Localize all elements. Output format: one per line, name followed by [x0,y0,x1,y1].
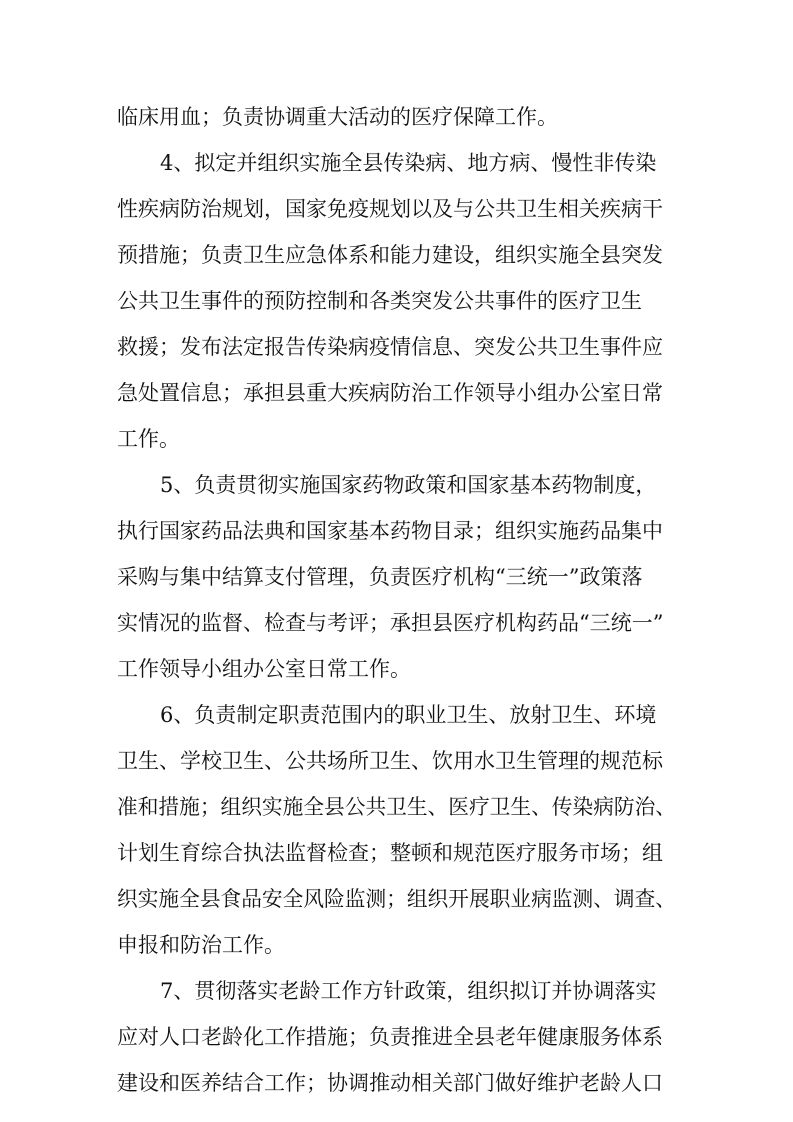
line-text: 采购与集中结算支付管理，负责医疗机构“三统一”政策落 [117,565,643,589]
line-text: 建设和医养结合工作；协调推动相关部门做好维护老龄人口 [117,1071,663,1095]
text-line [0,465,793,505]
line-text: 性疾病防治规划，国家免疫规划以及与公共卫生相关疾病干 [117,197,663,221]
line-text: 实情况的监督、检查与考评；承担县医疗机构药品“三统一” [117,611,664,635]
text-line [0,741,793,781]
text-line [0,603,793,643]
line-text: 申报和防治工作。 [117,933,285,957]
text-line [0,281,793,321]
line-text: 临床用血；负责协调重大活动的医疗保障工作。 [117,105,558,129]
line-text: 救援；发布法定报告传染病疫情信息、突发公共卫生事件应 [117,335,663,359]
text-line [0,143,793,183]
line-text: 应对人口老龄化工作措施；负责推进全县老年健康服务体系 [117,1025,663,1049]
text-line [0,511,793,551]
line-text: 准和措施；组织实施全县公共卫生、医疗卫生、传染病防治、 [117,795,677,819]
text-line [0,695,793,735]
line-text: 急处置信息；承担县重大疾病防治工作领导小组办公室日常 [117,381,663,405]
text-line [0,971,793,1011]
line-text: 预措施；负责卫生应急体系和能力建设，组织实施全县突发 [117,243,663,267]
line-text: 5、负责贯彻实施国家药物政策和国家基本药物制度， [160,473,657,497]
line-text: 织实施全县食品安全风险监测；组织开展职业病监测、调查、 [117,887,677,911]
line-text: 卫生、学校卫生、公共场所卫生、饮用水卫生管理的规范标 [117,749,663,773]
line-text: 6、负责制定职责范围内的职业卫生、放射卫生、环境 [160,703,657,727]
line-text: 公共卫生事件的预防控制和各类突发公共事件的医疗卫生 [117,289,642,313]
text-line [0,787,793,827]
line-text: 4、拟定并组织实施全县传染病、地方病、慢性非传染 [160,151,657,175]
text-line [0,373,793,413]
line-text: 执行国家药品法典和国家基本药物目录；组织实施药品集中 [117,519,663,543]
line-text: 7、贯彻落实老龄工作方针政策，组织拟订并协调落实 [160,979,657,1003]
text-line [0,97,793,137]
text-line [0,925,793,965]
text-line [0,189,793,229]
text-line [0,419,793,459]
text-line [0,235,793,275]
line-text: 工作领导小组办公室日常工作。 [117,657,411,681]
text-line [0,649,793,689]
line-text: 工作。 [117,427,180,451]
text-line [0,557,793,597]
text-line [0,1017,793,1057]
text-line [0,327,793,367]
text-line [0,833,793,873]
text-line [0,879,793,919]
line-text: 计划生育综合执法监督检查；整顿和规范医疗服务市场；组 [117,841,663,865]
text-line [0,1063,793,1103]
